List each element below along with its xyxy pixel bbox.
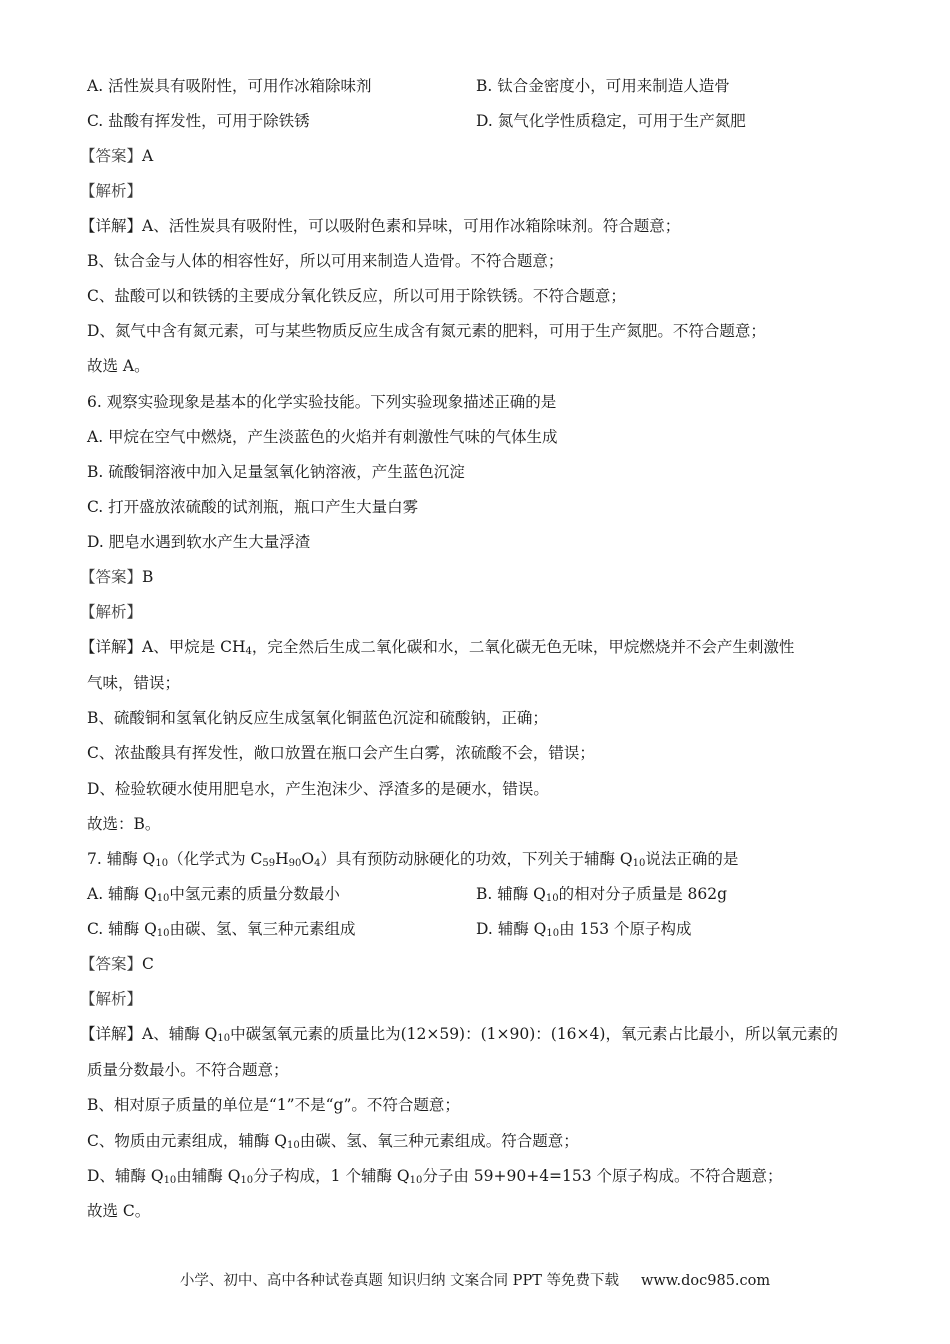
q7-stem	[87, 849, 738, 869]
option-text: C. 辅酶 Q	[87, 920, 157, 938]
q7-option-d	[476, 919, 692, 939]
option-text: 的相对分子质量是 862g	[558, 885, 728, 903]
option-text: A. 辅酶 Q	[87, 885, 157, 903]
option-text: 由 153 个原子构成	[559, 920, 692, 938]
answer-label: 【答案】	[80, 568, 143, 586]
option-text: 由碳、氢、氧三种元素组成	[169, 920, 356, 938]
q5-option-c: C. 盐酸有挥发性，可用于除铁锈	[87, 112, 310, 130]
q5-detail-d: D、氮气中含有氮元素，可与某些物质反应生成含有氮元素的肥料，可用于生产氮肥。不符合题意；	[87, 322, 766, 340]
subscript: 10	[545, 893, 559, 904]
q6-option-b: B. 硫酸铜溶液中加入足量氢氧化钠溶液，产生蓝色沉淀	[87, 463, 465, 481]
detail-text: A、辅酶 Q	[142, 1025, 218, 1043]
footer-url[interactable]: www.doc985.com	[640, 1273, 771, 1289]
q7-detail-a	[80, 1024, 838, 1044]
q6-detail-c: C、浓盐酸具有挥发性，敞口放置在瓶口会产生白雾，浓硫酸不会，错误；	[87, 744, 595, 762]
detail-text: 由碳、氢、氧三种元素组成。符合题意；	[299, 1132, 579, 1150]
q5-conclusion: 故选 A。	[87, 357, 150, 375]
answer-value: B	[142, 568, 154, 586]
stem-text: （化学式为 C	[168, 850, 263, 868]
q5-option-b: B. 钛合金密度小，可用来制造人造骨	[476, 77, 730, 95]
detail-label: 【详解】	[80, 638, 143, 656]
q5-detail-b: B、钛合金与人体的相容性好，所以可用来制造人造骨。不符合题意；	[87, 252, 564, 270]
subscript: 10	[217, 1033, 231, 1044]
q7-detail-b: B、相对原子质量的单位是“1”不是“g”。不符合题意；	[87, 1096, 460, 1114]
option-text: 中氢元素的质量分数最小	[169, 885, 340, 903]
q5-option-d: D. 氮气化学性质稳定，可用于生产氮肥	[476, 112, 746, 130]
detail-text: ，完全然后生成二氧化碳和水，二氧化碳无色无味，甲烷燃烧并不会产生刺激性	[251, 638, 795, 656]
q7-detail-c	[87, 1131, 579, 1151]
detail-text: D、辅酶 Q	[87, 1167, 164, 1185]
q5-detail-a	[80, 216, 680, 236]
detail-text: 分子构成，1 个辅酶 Q	[253, 1167, 410, 1185]
stem-text: 7. 辅酶 Q	[87, 850, 156, 868]
subscript: 90	[288, 858, 302, 869]
subscript: 10	[240, 1175, 254, 1186]
q6-analysis-label: 【解析】	[80, 603, 143, 621]
subscript: 10	[156, 928, 170, 939]
q7-conclusion: 故选 C。	[87, 1202, 151, 1220]
subscript: 4	[245, 646, 252, 657]
answer-value: A	[142, 147, 154, 165]
option-text: B. 辅酶 Q	[476, 885, 546, 903]
answer-label: 【答案】	[80, 147, 143, 165]
subscript: 10	[632, 858, 646, 869]
detail-label: 【详解】	[80, 1025, 143, 1043]
q6-option-c: C. 打开盛放浓硫酸的试剂瓶，瓶口产生大量白雾	[87, 498, 419, 516]
detail-text: 分子由 59+90+4=153 个原子构成。不符合题意；	[422, 1167, 783, 1185]
q5-option-a: A. 活性炭具有吸附性，可用作冰箱除味剂	[87, 77, 372, 95]
q7-option-c	[87, 919, 356, 939]
q6-option-d: D. 肥皂水遇到软水产生大量浮渣	[87, 533, 311, 551]
q7-detail-d	[87, 1166, 783, 1186]
detail-text: A、甲烷是 CH	[142, 638, 246, 656]
page-footer	[0, 1269, 950, 1290]
q6-detail-d: D、检验软硬水使用肥皂水，产生泡沫少、浮渣多的是硬水，错误。	[87, 780, 549, 798]
q6-detail-a	[80, 637, 794, 657]
detail-text: C、物质由元素组成，辅酶 Q	[87, 1132, 287, 1150]
q6-answer	[80, 567, 153, 587]
answer-value: C	[142, 955, 154, 973]
q7-detail-a-cont: 质量分数最小。不符合题意；	[87, 1061, 289, 1079]
detail-text: A、活性炭具有吸附性，可以吸附色素和异味，可用作冰箱除味剂。符合题意；	[142, 217, 681, 235]
q7-answer	[80, 954, 154, 974]
stem-text: H	[275, 850, 289, 868]
q5-answer	[80, 146, 153, 166]
answer-label: 【答案】	[80, 955, 143, 973]
footer-text: 小学、初中、高中各种试卷真题 知识归纳 文案合同 PPT 等免费下载	[179, 1273, 619, 1289]
subscript: 4	[314, 858, 321, 869]
q6-stem: 6. 观察实验现象是基本的化学实验技能。下列实验现象描述正确的是	[87, 393, 557, 411]
subscript: 10	[163, 1175, 177, 1186]
q6-detail-a-cont: 气味，错误；	[87, 674, 181, 692]
stem-text: O	[301, 850, 315, 868]
subscript: 10	[546, 928, 560, 939]
q5-analysis-label: 【解析】	[80, 182, 143, 200]
stem-text: ）具有预防动脉硬化的功效，下列关于辅酶 Q	[320, 850, 633, 868]
subscript: 10	[156, 893, 170, 904]
detail-text: 中碳氢氧元素的质量比为(12×59)：(1×90)：(16×4)，氧元素占比最小，所以氧元素的	[230, 1025, 838, 1043]
q6-detail-b: B、硫酸铜和氢氧化钠反应生成氢氧化铜蓝色沉淀和硫酸钠，正确；	[87, 709, 548, 727]
q7-option-b	[476, 884, 727, 904]
q6-option-a: A. 甲烷在空气中燃烧，产生淡蓝色的火焰并有刺激性气味的气体生成	[87, 428, 558, 446]
subscript: 10	[287, 1140, 300, 1151]
subscript: 10	[155, 858, 169, 869]
q5-detail-c: C、盐酸可以和铁锈的主要成分氧化铁反应，所以可用于除铁锈。不符合题意；	[87, 287, 626, 305]
option-text: D. 辅酶 Q	[476, 920, 547, 938]
detail-text: 由辅酶 Q	[176, 1167, 241, 1185]
detail-label: 【详解】	[80, 217, 143, 235]
q7-option-a	[87, 884, 340, 904]
subscript: 10	[409, 1175, 423, 1186]
q6-conclusion: 故选：B。	[87, 815, 161, 833]
subscript: 59	[262, 858, 276, 869]
stem-text: 说法正确的是	[645, 850, 739, 868]
q7-analysis-label: 【解析】	[80, 990, 143, 1008]
